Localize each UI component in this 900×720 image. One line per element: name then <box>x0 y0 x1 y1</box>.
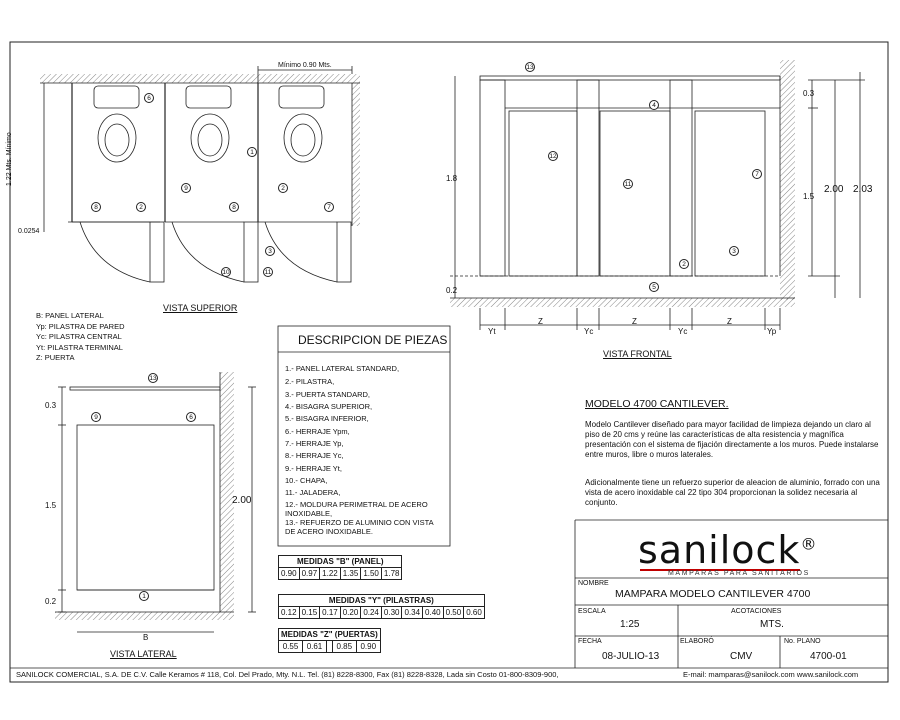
description-item: 5.- BISAGRA INFERIOR, <box>285 414 369 423</box>
description-item: 12.- MOLDURA PERIMETRAL DE ACERO INOXIDABLE, <box>285 500 428 518</box>
callout-number: 5 <box>649 282 659 292</box>
plano-label: No. PLANO <box>784 638 821 645</box>
description-item: 9.- HERRAJE Yt, <box>285 464 342 473</box>
legend-item: B: PANEL LATERAL <box>36 311 104 320</box>
registered-mark: ® <box>800 534 818 554</box>
elaboro-label: ELABORÓ <box>680 638 714 645</box>
callout-number: 7 <box>752 169 762 179</box>
callout-number: 6 <box>144 93 154 103</box>
callout-number: 11 <box>624 181 632 188</box>
measure-cell: 1.35 <box>340 568 361 580</box>
measure-cell: 0.50 <box>443 607 464 619</box>
side-dim-width: B <box>143 633 149 642</box>
tagline: MAMPARAS PARA SANITARIOS <box>668 570 810 577</box>
measure-cell: 0.85 <box>332 641 356 653</box>
bottom-label: Z <box>538 317 543 326</box>
bottom-label: Yt <box>488 327 496 336</box>
callout-number: 6 <box>186 412 196 422</box>
plano-value: 4700-01 <box>810 651 847 662</box>
callout-number: 4 <box>649 100 659 110</box>
sanilock-logo <box>638 528 817 572</box>
measure-cell: 0.90 <box>356 641 380 653</box>
escala-label: ESCALA <box>578 608 606 615</box>
measures-y-table <box>278 594 485 619</box>
top-view-title: VISTA SUPERIOR <box>163 303 238 313</box>
description-item: 8.- HERRAJE Yc, <box>285 451 344 460</box>
logo-text: sanilock <box>638 528 801 572</box>
legend-item: Yp: PILASTRA DE PARED <box>36 321 125 331</box>
measures-b-table <box>278 555 402 580</box>
side-dim-bottom: 0.2 <box>45 597 57 606</box>
measures-z-title: MEDIDAS "Z" (PUERTAS) <box>279 629 381 641</box>
measure-cell: 0.61 <box>302 641 326 653</box>
side-dim-total: 2.00 <box>232 495 252 506</box>
bottom-label: Yc <box>678 327 688 336</box>
escala-value: 1:25 <box>620 619 640 630</box>
offset-label: 0.0254 <box>18 228 40 235</box>
dim-panel: 2.00 <box>824 184 844 195</box>
callout-number: 13 <box>149 375 157 382</box>
measure-cell: 0.55 <box>279 641 303 653</box>
dim-h-left: 1.8 <box>446 174 458 183</box>
min-top-label: Mínimo 0.90 Mts. <box>278 62 332 69</box>
callout-number: 3 <box>265 246 275 256</box>
callout-number: 9 <box>181 183 191 193</box>
description-item: 6.- HERRAJE Ypm, <box>285 427 350 436</box>
callout-number: 3 <box>729 246 739 256</box>
measure-cell: 1.78 <box>381 568 402 580</box>
description-item: 2.- PILASTRA, <box>285 377 335 386</box>
bottom-label: Yc <box>584 327 594 336</box>
callout-number: 1 <box>139 591 149 601</box>
callout-number: 11 <box>264 269 272 276</box>
side-view <box>55 372 256 632</box>
measures-z-table <box>278 628 381 653</box>
measure-cell: 0.24 <box>361 607 382 619</box>
measures-y-title: MEDIDAS "Y" (PILASTRAS) <box>279 595 485 607</box>
min-side-label: 1.22 Mts. Mínimo <box>6 132 13 186</box>
description-item: 1.- PANEL LATERAL STANDARD, <box>285 364 400 373</box>
bottom-label: Z <box>632 317 637 326</box>
legend-item: Yt: PILASTRA TERMINAL <box>36 342 123 352</box>
callout-number: 10 <box>222 269 230 276</box>
measure-cell: 0.60 <box>464 607 485 619</box>
dim-top: 0.3 <box>803 89 815 98</box>
measure-cell: 1.50 <box>361 568 382 580</box>
nombre-label: NOMBRE <box>578 580 609 587</box>
callout-number: 9 <box>91 412 101 422</box>
callout-number: 7 <box>324 202 334 212</box>
measure-cell: 0.40 <box>423 607 444 619</box>
legend-item: Yc: PILASTRA CENTRAL <box>36 332 122 341</box>
acot-label: ACOTACIONES <box>731 608 782 615</box>
callout-number: 2 <box>679 259 689 269</box>
measure-cell: 0.30 <box>381 607 402 619</box>
callout-number: 2 <box>136 202 146 212</box>
bottom-label: Yp <box>767 327 777 336</box>
measure-cell: 0.90 <box>279 568 300 580</box>
description-title: DESCRIPCION DE PIEZAS <box>298 333 448 347</box>
description-item: 3.- PUERTA STANDARD, <box>285 390 371 399</box>
legend-item: Z: PUERTA <box>36 353 75 362</box>
model-paragraph-1: Modelo Cantilever diseñado para mayor facilidad de limpieza dejando un claro al piso de 20 cms y reúne las características de alta resistencia y magnífica presentación con el sistema de fijación directamente a los muros. Puede instalarse entre muros, libre o muros laterales. <box>585 420 879 459</box>
callout-number: 1 <box>247 147 257 157</box>
measure-cell: 0.17 <box>320 607 341 619</box>
footer-company: SANILOCK COMERCIAL, S.A. DE C.V. Calle Keramos # 118, Col. Del Prado, Mty. N.L. Tel. (81) 8228-8300, Fax (81) 8228-8328, Lada sin Costo 01-800-8309-900, <box>16 670 559 679</box>
dim-bottom: 0.2 <box>446 286 458 295</box>
model-paragraph-2: Adicionalmente tiene un refuerzo superior de aleacion de aluminio, forrado con una vista de acero inoxidable cal 22 tipo 304 proporcionan la solidez necesaria al conjunto. <box>585 478 880 507</box>
description-item: 10.- CHAPA, <box>285 476 328 485</box>
measure-cell: 0.34 <box>402 607 423 619</box>
front-view-title: VISTA FRONTAL <box>603 349 672 359</box>
acot-value: MTS. <box>760 619 784 630</box>
measure-cell: 0.97 <box>299 568 320 580</box>
callout-number: 13 <box>526 64 534 71</box>
elaboro-value: CMV <box>730 651 753 662</box>
measure-cell: 0.15 <box>299 607 320 619</box>
measure-cell: 1.22 <box>320 568 341 580</box>
callout-number: 8 <box>229 202 239 212</box>
legend <box>36 311 125 364</box>
measures-b-title: MEDIDAS "B" (PANEL) <box>279 556 402 568</box>
callout-number: 2 <box>278 183 288 193</box>
side-dim-mid: 1.5 <box>45 501 57 510</box>
side-dim-top: 0.3 <box>45 401 57 410</box>
fecha-label: FECHA <box>578 638 602 645</box>
nombre-value: MAMPARA MODELO CANTILEVER 4700 <box>615 588 811 600</box>
top-view <box>40 66 360 282</box>
model-title: MODELO 4700 CANTILEVER. <box>585 398 729 410</box>
description-item: 7.- HERRAJE Yp, <box>285 439 344 448</box>
callout-number: 12 <box>549 153 557 160</box>
footer-contact: E-mail: mamparas@sanilock.com www.sanilock.com <box>683 670 859 679</box>
dim-door: 1.5 <box>803 192 815 201</box>
dim-total: 2.03 <box>853 184 873 195</box>
description-item: 13.- REFUERZO DE ALUMINIO CON VISTA DE ACERO INOXIDABLE. <box>285 518 434 536</box>
measure-cell: 0.20 <box>340 607 361 619</box>
description-item: 4.- BISAGRA SUPERIOR, <box>285 402 373 411</box>
side-view-title: VISTA LATERAL <box>110 649 177 659</box>
measure-cell: 0.12 <box>279 607 300 619</box>
callout-number: 8 <box>91 202 101 212</box>
fecha-value: 08-JULIO-13 <box>602 651 660 662</box>
description-item: 11.- JALADERA, <box>285 488 341 497</box>
bottom-label: Z <box>727 317 732 326</box>
